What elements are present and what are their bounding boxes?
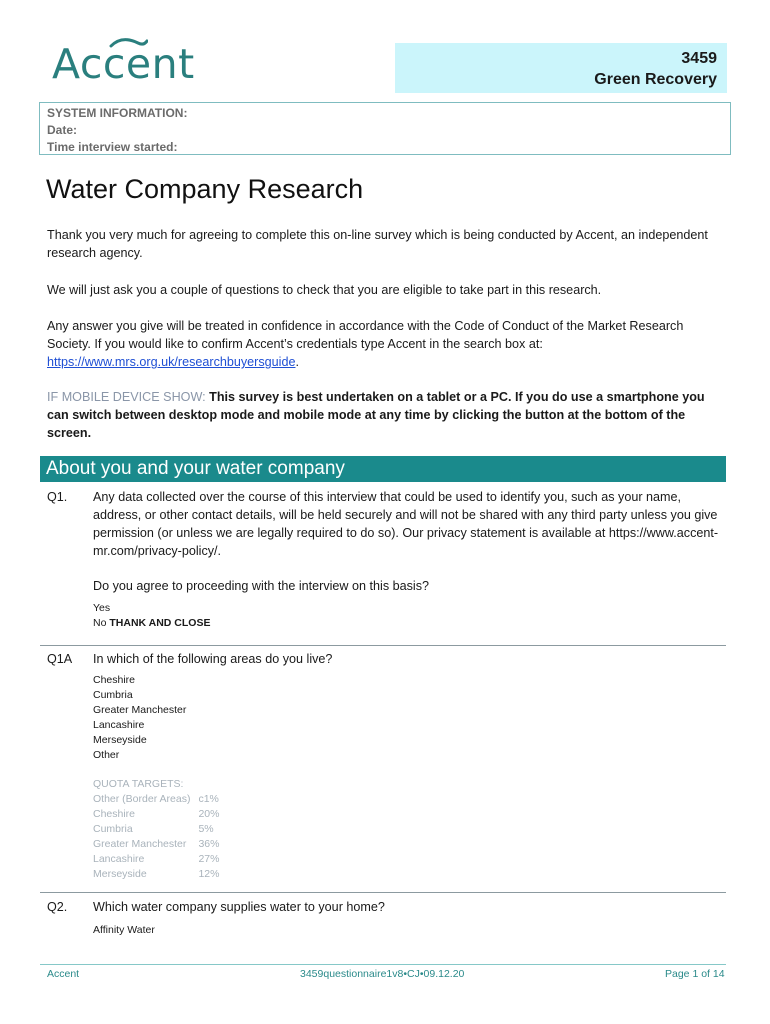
- intro-paragraph-1: Thank you very much for agreeing to complete this on-line survey which is being conducted by Accent, an independent research agency.: [47, 228, 708, 260]
- q2-option[interactable]: Affinity Water: [93, 924, 155, 936]
- q1a-number: Q1A: [47, 652, 73, 666]
- q1-options: [93, 601, 210, 631]
- q1a-option[interactable]: Lancashire: [93, 719, 145, 731]
- q1a-options: [93, 673, 186, 763]
- quota-heading: QUOTA TARGETS:: [93, 778, 184, 790]
- quota-row: [93, 807, 219, 822]
- intro-paragraph-2: We will just ask you a couple of questions to check that you are eligible to take part in this research.: [47, 283, 602, 297]
- q2-text: Which water company supplies water to your home?: [93, 900, 385, 914]
- quota-row: [93, 852, 219, 867]
- q1a-text: In which of the following areas do you live?: [93, 652, 333, 666]
- footer-divider: [40, 964, 726, 965]
- project-name: Green Recovery: [594, 71, 717, 88]
- q1-number: Q1.: [47, 490, 68, 504]
- mrs-link[interactable]: https://www.mrs.org.uk/researchbuyersguide: [47, 355, 296, 369]
- mobile-notice: [47, 388, 725, 442]
- q1-option-no[interactable]: [93, 616, 210, 631]
- q1a-option[interactable]: Cumbria: [93, 689, 133, 701]
- project-number: 3459: [681, 50, 717, 67]
- quota-row: [93, 867, 219, 882]
- quota-target: 20%: [198, 808, 220, 820]
- quota-row: [93, 792, 219, 807]
- logo-text: Accent: [52, 40, 195, 88]
- quota-target: 5%: [198, 823, 214, 835]
- date-label: Date:: [47, 123, 78, 137]
- intro-paragraph-3-text: Any answer you give will be treated in confidence in accordance with the Code of Conduct of the Market Research Society. If you would like to confirm Accent’s credentials type Accent in the search box at:: [47, 319, 684, 351]
- footer-document-ref: 3459questionnaire1v8•CJ•09.12.20: [300, 968, 465, 980]
- quota-target: 36%: [198, 838, 220, 850]
- divider: [40, 892, 726, 893]
- q1-question: Do you agree to proceeding with the interview on this basis?: [93, 579, 430, 593]
- page-title: Water Company Research: [46, 174, 364, 204]
- quota-targets: [93, 777, 219, 882]
- q1a-option[interactable]: Other: [93, 749, 120, 761]
- time-started-label: Time interview started:: [47, 140, 178, 154]
- logo-swoosh-icon: [108, 36, 148, 50]
- footer-left: Accent: [47, 968, 80, 980]
- q1-option-yes[interactable]: Yes: [93, 602, 111, 614]
- q1-option-no-label: No: [93, 617, 107, 629]
- divider: [40, 645, 726, 646]
- quota-row: [93, 837, 219, 852]
- quota-area: Lancashire: [93, 853, 145, 865]
- quota-area: Other (Border Areas): [93, 793, 191, 805]
- q1-option-no-instruction: THANK AND CLOSE: [109, 617, 211, 629]
- quota-row: [93, 822, 219, 837]
- q1a-option[interactable]: Cheshire: [93, 674, 136, 686]
- q1a-option[interactable]: Merseyside: [93, 734, 147, 746]
- q2-number: Q2.: [47, 900, 68, 914]
- intro-paragraph-3: [47, 317, 725, 371]
- mobile-notice-label: IF MOBILE DEVICE SHOW:: [47, 390, 206, 404]
- mobile-notice-text: This survey is best undertaken on a tablet or a PC. If you do use a smartphone you can switch between desktop mode and mobile mode at any time by clicking the button at the bottom of the screen.: [47, 390, 705, 440]
- quota-target: 12%: [198, 868, 220, 880]
- quota-target: 27%: [198, 853, 220, 865]
- section-heading: About you and your water company: [40, 456, 726, 482]
- project-header: [395, 43, 727, 93]
- intro-paragraph-3-end: .: [295, 355, 299, 369]
- quota-area: Merseyside: [93, 868, 147, 880]
- q2-options: [93, 923, 155, 938]
- system-info-heading: SYSTEM INFORMATION:: [47, 106, 188, 120]
- quota-area: Cheshire: [93, 808, 136, 820]
- q1a-option[interactable]: Greater Manchester: [93, 704, 187, 716]
- quota-target: c1%: [198, 793, 219, 805]
- quota-area: Greater Manchester: [93, 838, 187, 850]
- footer-page-number: Page 1 of 14: [665, 968, 725, 980]
- q1-text: Any data collected over the course of this interview that could be used to identify you, such as your name, address, or other contact details, will be held securely and will not be shared with any third party unless you give permission (or unless we are legally required to do so). Our privacy statement is available at https://www.accent-mr.com/privacy-policy/.: [93, 490, 719, 558]
- quota-table: [93, 792, 219, 882]
- quota-area: Cumbria: [93, 823, 133, 835]
- system-information-box: [39, 102, 731, 155]
